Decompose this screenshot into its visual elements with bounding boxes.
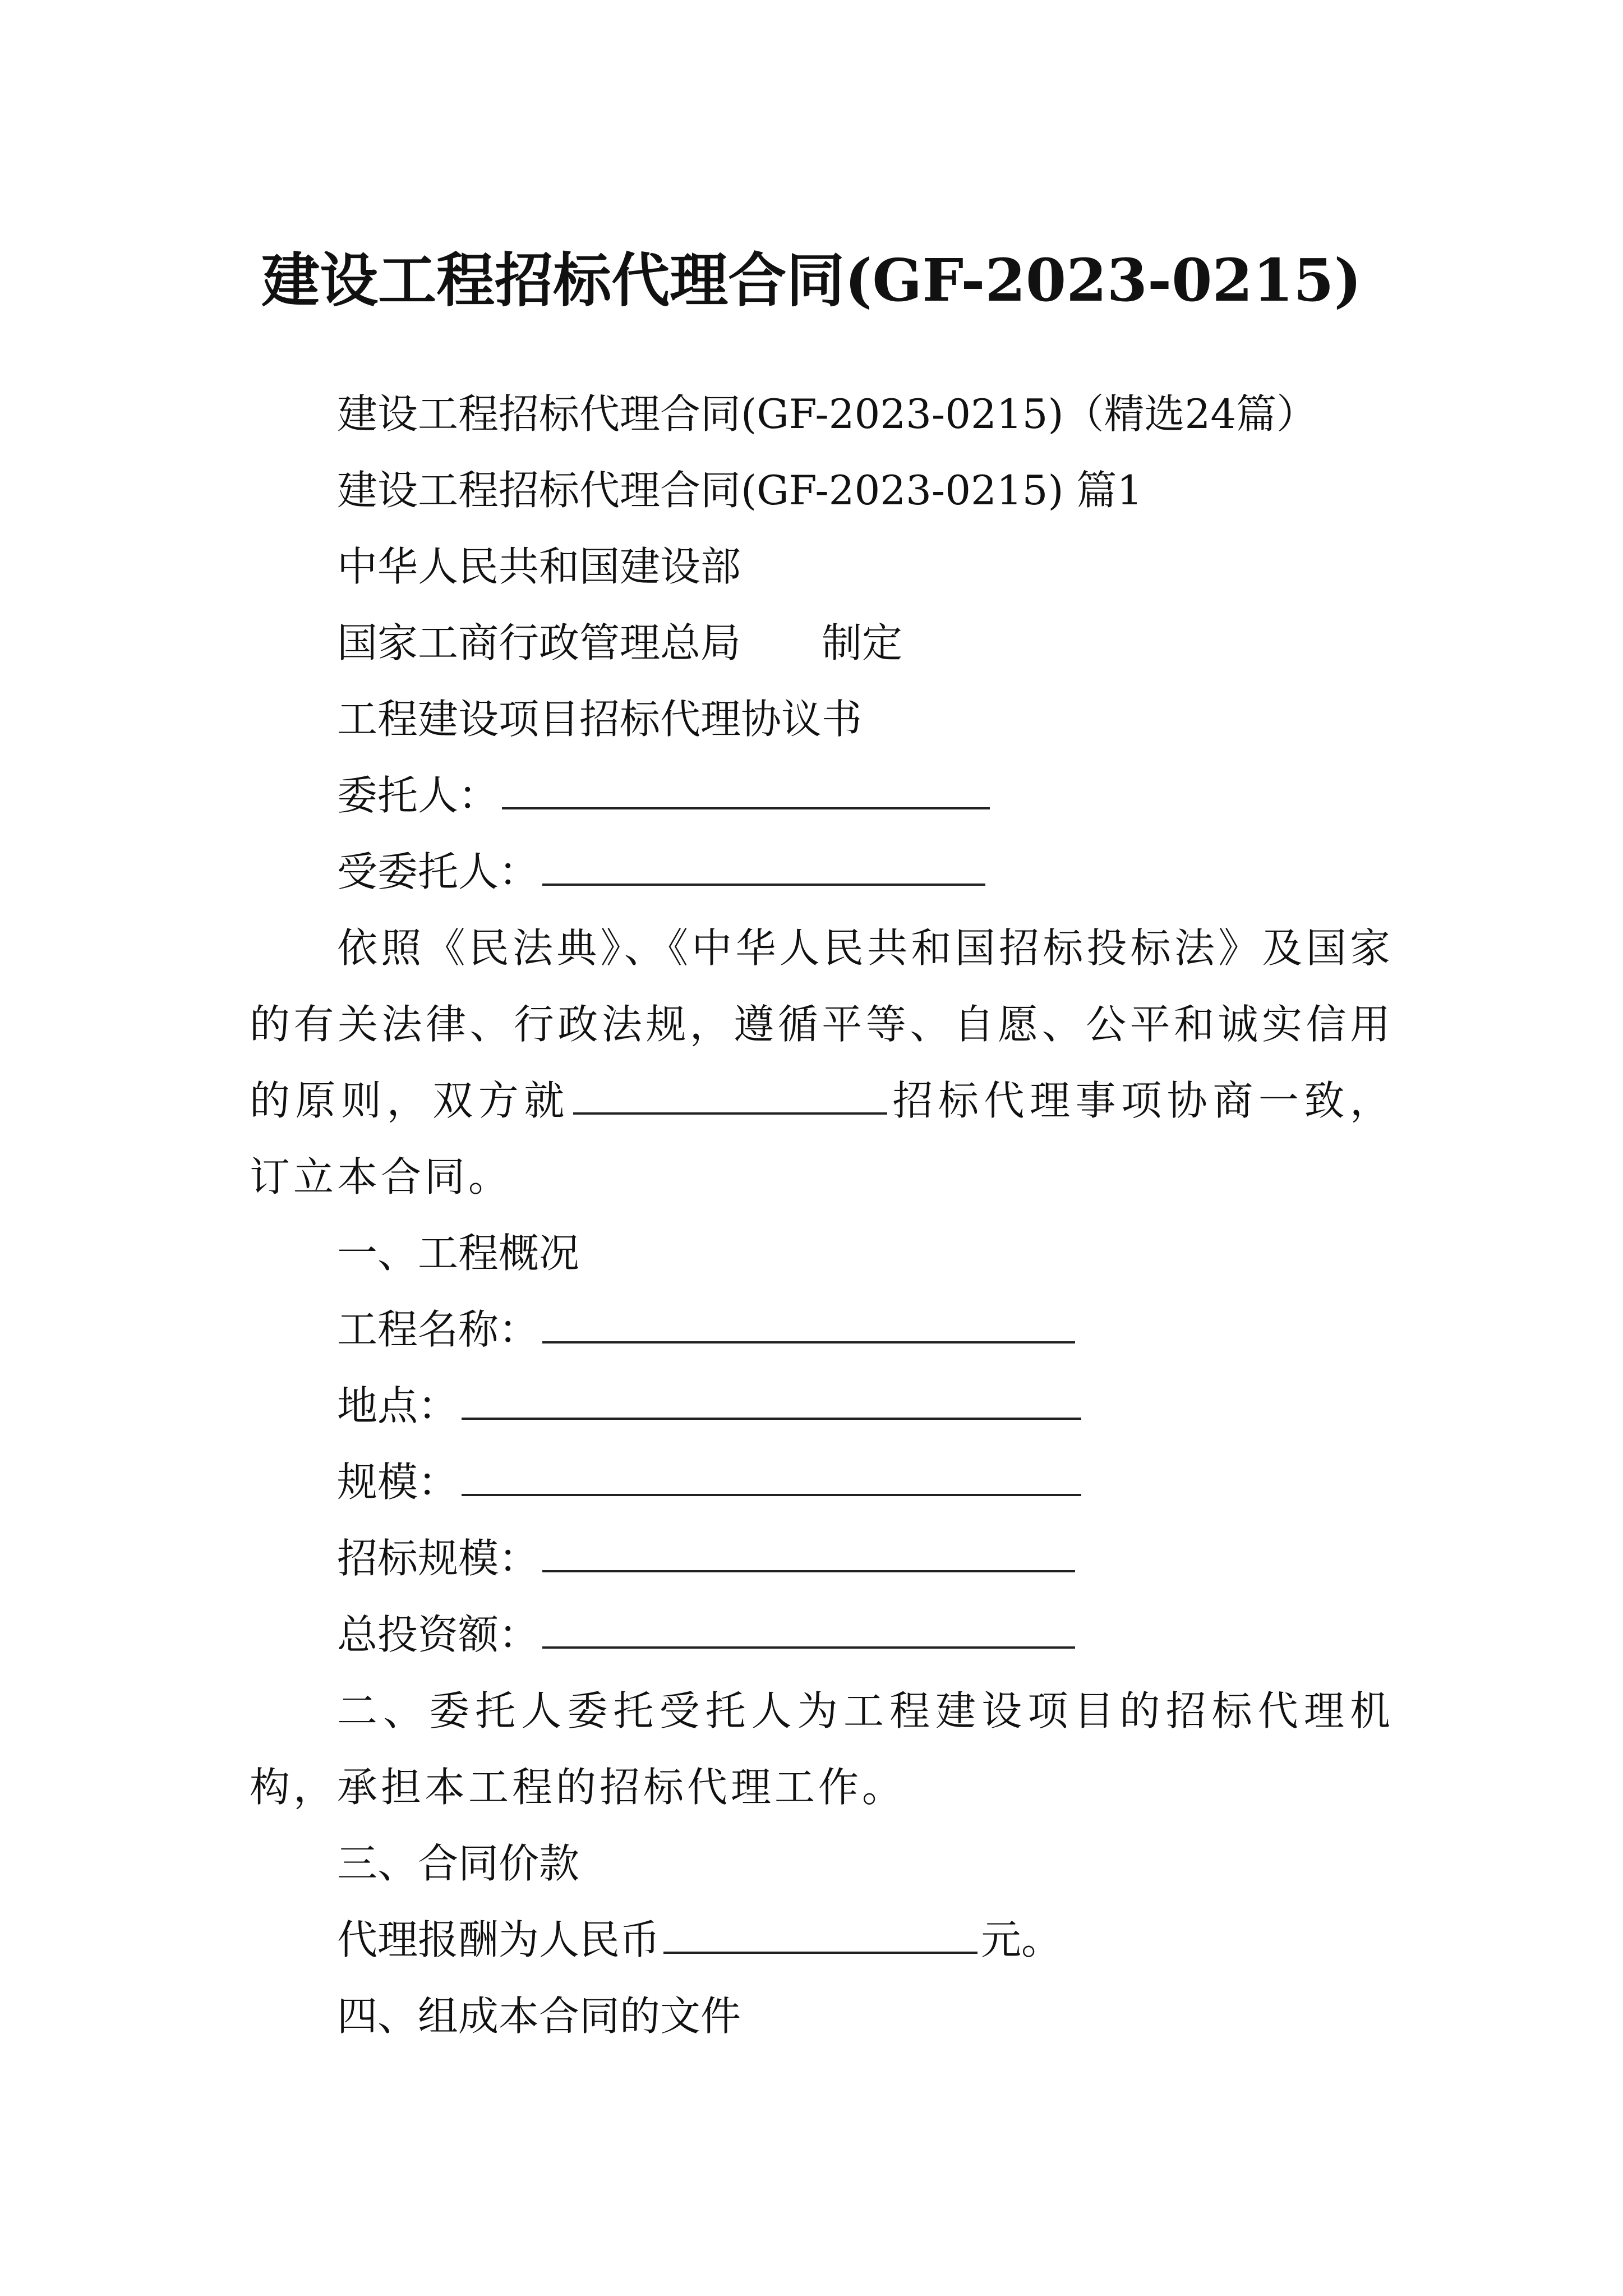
intro-text-1: 依照《民法典》、《中华人民共和国招标投标法》及国家的有关法律、行政法规，遵循平等、自愿、公平和诚实信用的原则，双方就 <box>250 924 1394 1124</box>
consignor-label: 委托人： <box>337 772 499 819</box>
scale-row <box>250 1444 1394 1520</box>
tender-scale-row <box>250 1520 1394 1596</box>
fee-unit: 元。 <box>981 1916 1062 1963</box>
total-investment-label: 总投资额： <box>337 1611 540 1658</box>
section-3-heading: 三、合同价款 <box>337 1840 580 1887</box>
fee-blank <box>663 1913 978 1954</box>
document-title: 建设工程招标代理合同(GF-2023-0215) <box>261 245 1362 315</box>
agreement-title: 工程建设项目招标代理协议书 <box>337 696 863 743</box>
issuer-ministry: 中华人民共和国建设部 <box>337 543 741 590</box>
section-1-heading: 一、工程概况 <box>337 1230 580 1277</box>
subtitle: 建设工程招标代理合同(GF-2023-0215)（精选24篇） <box>337 390 1317 438</box>
project-name-row <box>250 1291 1394 1368</box>
total-investment-row <box>250 1596 1394 1673</box>
section-heading: 建设工程招标代理合同(GF-2023-0215) 篇1 <box>337 467 1143 514</box>
location-blank <box>462 1379 1081 1420</box>
issuer-administration: 国家工商行政管理总局 制定 <box>337 619 903 666</box>
location-label: 地点： <box>337 1382 459 1429</box>
fee-label: 代理报酬为人民币 <box>337 1916 661 1963</box>
location-row <box>250 1368 1394 1444</box>
project-name-blank <box>542 1303 1075 1343</box>
project-blank <box>573 1074 887 1115</box>
intro-text-2: 招标代理事项协商一致，订立本合同。 <box>250 1077 1394 1200</box>
project-name-label: 工程名称： <box>337 1306 540 1353</box>
consignor-blank <box>502 769 990 809</box>
scale-blank <box>462 1456 1081 1496</box>
intro-paragraph <box>250 910 1394 1215</box>
consignee-label: 受委托人： <box>337 848 540 895</box>
consignor-row <box>250 757 1394 834</box>
tender-scale-blank <box>542 1532 1075 1572</box>
consignee-blank <box>542 845 985 886</box>
total-investment-blank <box>542 1608 1075 1649</box>
section-4-heading: 四、组成本合同的文件 <box>337 1993 741 2040</box>
section-2-paragraph: 二、委托人委托受托人为工程建设项目的招标代理机构，承担本工程的招标代理工作。 <box>250 1687 1394 1811</box>
document-body <box>250 376 1394 2054</box>
tender-scale-label: 招标规模： <box>337 1535 540 1582</box>
scale-label: 规模： <box>337 1458 459 1506</box>
fee-row <box>250 1902 1394 1978</box>
consignee-row <box>250 834 1394 910</box>
